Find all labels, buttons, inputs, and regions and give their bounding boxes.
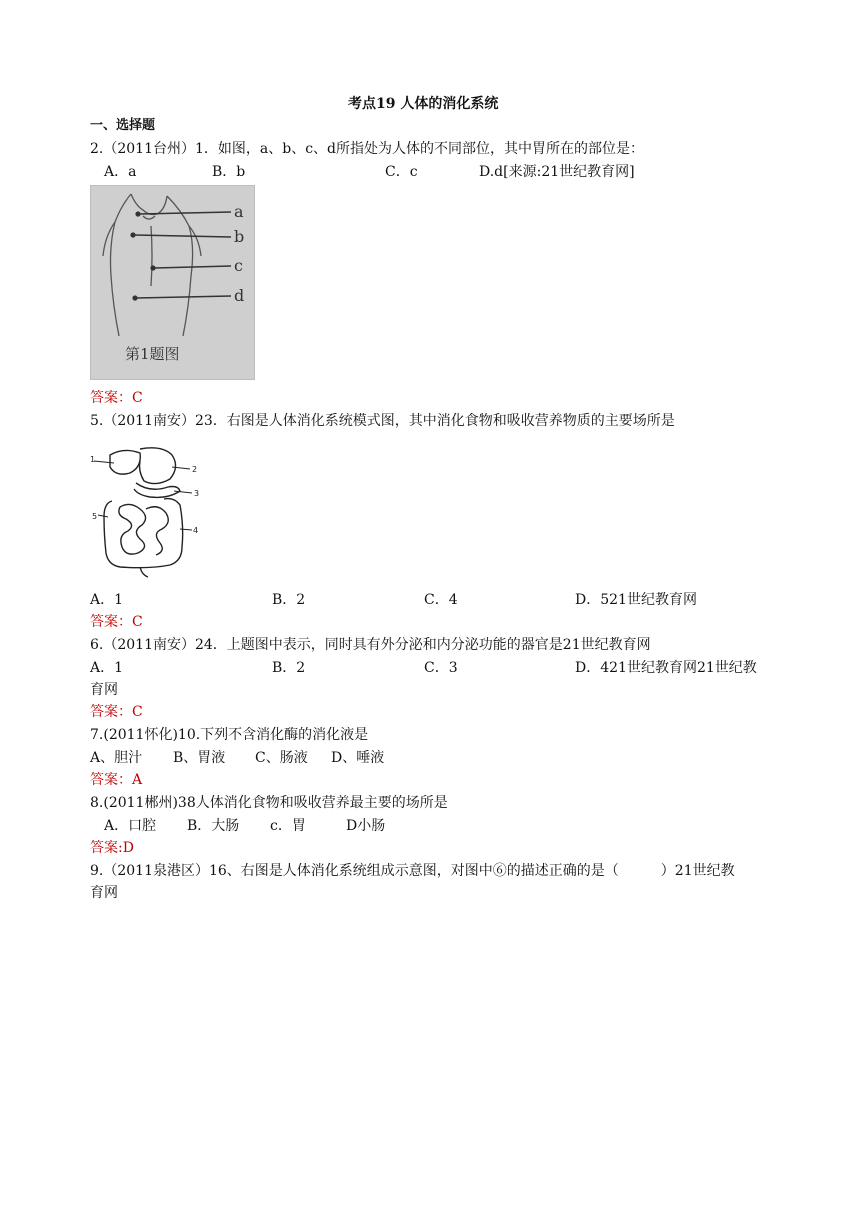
question-3-stem: 6.（2011南安）24．上题图中表示，同时具有外分泌和内分泌功能的器官是21世纪教育网 bbox=[90, 637, 651, 653]
question-1-option-b: B．b bbox=[212, 164, 246, 180]
digestive-drawing bbox=[90, 443, 200, 578]
question-6-wrap-text: 育网 bbox=[90, 885, 118, 901]
organ-label-2: 2 bbox=[192, 465, 198, 474]
organ-label-1: 1 bbox=[90, 455, 96, 464]
organ-label-4: 4 bbox=[193, 526, 199, 535]
question-5-option-c: c．胃 bbox=[270, 818, 306, 834]
question-5-option-d: D小肠 bbox=[346, 818, 386, 834]
figure-caption: 第1题图 bbox=[125, 345, 180, 363]
question-4-answer: 答案：A bbox=[90, 772, 143, 788]
question-4-option-a: A、胆汁 bbox=[90, 750, 143, 766]
section-heading: 一、选择题 bbox=[90, 118, 156, 133]
question-3-option-c: C．3 bbox=[424, 660, 458, 676]
question-2-answer: 答案：C bbox=[90, 614, 143, 630]
question-1-stem: 2.（2011台州）1．如图，a、b、c、d所指处为人体的不同部位，其中胃所在的部位是： bbox=[90, 141, 645, 157]
question-1-answer: 答案：C bbox=[90, 390, 143, 406]
digestive-system-figure bbox=[90, 443, 200, 578]
question-1-option-a: A．a bbox=[104, 164, 137, 180]
question-2-stem: 5.（2011南安）23．右图是人体消化系统模式图，其中消化食物和吸收营养物质的主要场所是 bbox=[90, 413, 675, 429]
torso-label-b: b bbox=[234, 227, 245, 246]
organ-label-3: 3 bbox=[194, 489, 200, 498]
question-2-option-b: B．2 bbox=[272, 592, 306, 608]
question-2-option-d: D．521世纪教育网 bbox=[575, 592, 697, 608]
question-5-answer: 答案:D bbox=[90, 840, 134, 856]
question-4-option-b: B、胃液 bbox=[173, 750, 226, 766]
torso-label-d: d bbox=[234, 286, 245, 305]
organ-label-5: 5 bbox=[92, 512, 98, 521]
page-title: 考点19 人体的消化系统 bbox=[348, 96, 499, 112]
question-3-option-d: D．421世纪教育网21世纪教 bbox=[575, 660, 757, 676]
question-4-stem: 7.(2011怀化)10.下列不含消化酶的消化液是 bbox=[90, 727, 369, 743]
question-3-option-a: A．1 bbox=[90, 660, 124, 676]
question-5-option-b: B．大肠 bbox=[187, 818, 240, 834]
question-4-option-c: C、肠液 bbox=[255, 750, 308, 766]
question-3-answer: 答案：C bbox=[90, 704, 143, 720]
torso-label-a: a bbox=[234, 202, 244, 221]
question-4-option-d: D、唾液 bbox=[331, 750, 385, 766]
torso-label-c: c bbox=[234, 256, 243, 275]
question-5-option-a: A．口腔 bbox=[104, 818, 157, 834]
question-2-option-c: C．4 bbox=[424, 592, 458, 608]
question-5-stem: 8.(2011郴州)38人体消化食物和吸收营养最主要的场所是 bbox=[90, 795, 448, 811]
question-1-option-c: C．c bbox=[385, 164, 418, 180]
question-1-option-d: D.d[来源:21世纪教育网] bbox=[479, 164, 635, 180]
torso-figure bbox=[90, 185, 255, 380]
question-6-stem: 9.（2011泉港区）16、右图是人体消化系统组成示意图，对图中⑥的描述正确的是（ ）21世纪教 bbox=[90, 863, 735, 879]
torso-drawing bbox=[91, 186, 254, 379]
question-3-wrap-text: 育网 bbox=[90, 682, 118, 698]
question-2-option-a: A．1 bbox=[90, 592, 124, 608]
question-3-option-b: B．2 bbox=[272, 660, 306, 676]
